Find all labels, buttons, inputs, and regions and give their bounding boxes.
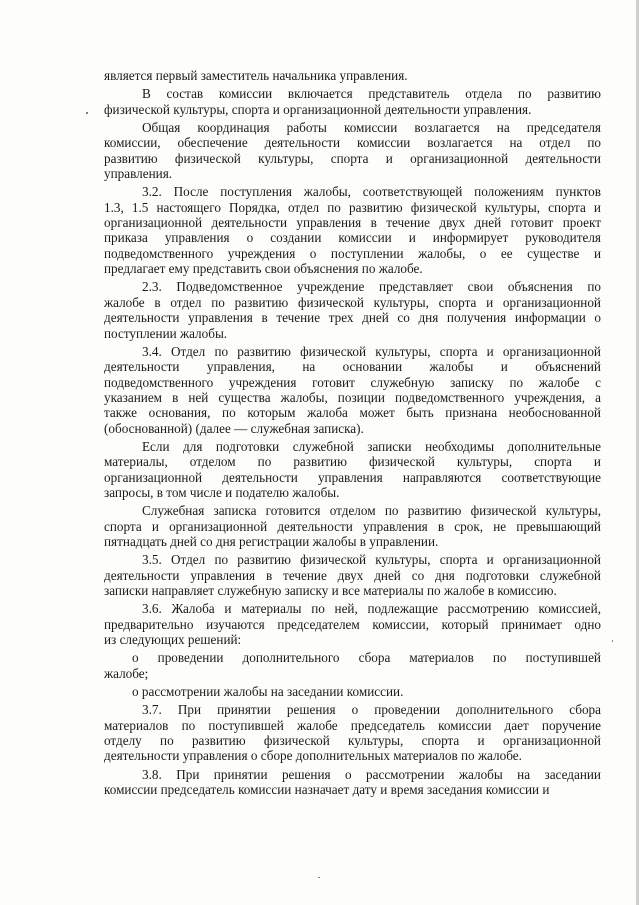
text-line: 3.4. Отдел по развитию физической культуры, спорта и организационной [142, 343, 601, 359]
text-line: из следующих решений: [104, 632, 242, 648]
document-body [104, 68, 601, 797]
text-line: комиссии, обеспечение деятельности комиссии возлагается на отдел по [104, 135, 601, 151]
text-line: деятельности управления в течение двух дней со дня подготовки служебной [104, 567, 601, 583]
text-line: 2.3. Подведомственное учреждение представляет свои объяснения по [142, 279, 601, 295]
scan-speck [86, 112, 88, 114]
text-line: Если для подготовки служебной записки необходимы дополнительные [142, 438, 601, 454]
text-line: управления. [104, 166, 173, 182]
text-line: жалобе в отдел по развитию физической культуры, спорта и организационной [104, 294, 601, 310]
text-line: является первый заместитель начальника управления. [104, 68, 408, 83]
text-line: организационной деятельности управления направляются соответствующие [104, 469, 601, 485]
text-line: жалобе; [104, 665, 149, 681]
text-line: предварительно изучаются председателем комиссии, который принимает одно [104, 616, 601, 632]
scan-speck [318, 877, 320, 878]
text-line: материалов по поступившей жалобе председатель комиссии дает поручение [104, 717, 601, 733]
text-line: записки направляет служебную записку и все материалы по жалобе в комиссию. [104, 583, 557, 598]
text-line: комиссии председатель комиссии назначает дату и время заседания комиссии и [104, 782, 550, 798]
text-line: Общая координация работы комиссии возлагается на председателя [142, 120, 601, 136]
text-line: также основания, по которым жалоба может быть признана необоснованной [104, 405, 601, 421]
text-line: организационной деятельности управления в течение двух дней готовит проект [104, 215, 601, 231]
scan-speck [612, 640, 613, 642]
text-line: предлагает ему представить свои объяснения по жалобе. [104, 261, 423, 277]
text-line: 3.5. Отдел по развитию физической культуры, спорта и организационной [142, 552, 601, 568]
text-line: отделу по развитию физической культуры, спорта и организационной [104, 733, 601, 749]
text-line: деятельности управления, на основании жалобы и объяснений [104, 359, 601, 375]
text-line: материалы, отделом по развитию физической культуры, спорта и [104, 454, 601, 470]
text-line: о проведении дополнительного сбора материалов по поступившей [132, 650, 601, 666]
text-line: пятнадцать дней со дня регистрации жалобы в управлении. [104, 533, 439, 549]
text-line: указанием в ней существа жалобы, позиции подведомственного учреждения, а [104, 389, 601, 405]
text-line: 3.2. После поступления жалобы, соответствующей положениям пунктов [142, 184, 601, 200]
text-line: 3.8. При принятии решения о рассмотрении жалобы на заседании [142, 766, 601, 782]
text-line: развитию физической культуры, спорта и организационной деятельности [104, 150, 601, 166]
text-line: В состав комиссии включается представитель отдела по развитию [142, 86, 601, 102]
text-line: 3.7. При принятии решения о проведении дополнительного сбора [142, 702, 601, 718]
text-line: деятельности управления в течение трех дней со дня получения информации о [104, 310, 601, 326]
text-line: запросы, в том числе и подателю жалобы. [104, 484, 340, 500]
text-line: Служебная записка готовится отделом по развитию физической культуры, [142, 503, 601, 519]
text-line: деятельности управления о сборе дополнительных материалов по жалобе. [104, 748, 522, 764]
text-line: поступлении жалобы. [104, 325, 228, 341]
text-line: подведомственного учреждения готовит служебную записку по жалобе с [104, 374, 601, 390]
text-line: физической культуры, спорта и организационной деятельности управления. [104, 101, 532, 117]
text-line: 3.6. Жалоба и материалы по ней, подлежащие рассмотрению комиссией, [142, 601, 601, 617]
text-line: 1.3, 1.5 настоящего Порядка, отдел по развитию физической культуры, спорта и [104, 199, 601, 215]
text-line: приказа управления о создании комиссии и информирует руководителя [104, 230, 601, 246]
text-line: о рассмотрении жалобы на заседании комиссии. [132, 684, 404, 700]
text-line: (обоснованной) (далее — служебная записка). [104, 420, 364, 436]
text-line: подведомственного учреждения о поступлении жалобы, о ее существе и [104, 245, 601, 261]
text-line: спорта и организационной деятельности управления в срок, не превышающий [104, 518, 601, 534]
